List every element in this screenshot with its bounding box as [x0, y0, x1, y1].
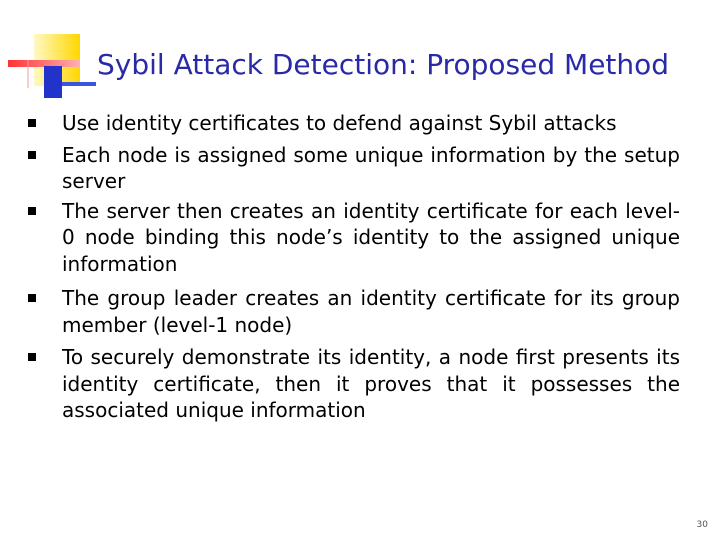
bullet-item	[28, 344, 680, 424]
bullet-text: The group leader creates an identity certificate for its group member (level-1 node)	[62, 286, 680, 337]
bullet-text: The server then creates an identity certificate for each level-0 node binding this node’s identity to the assigned unique information	[62, 198, 680, 276]
bullet-text: Each node is assigned some unique information by the setup server	[62, 142, 680, 193]
bullet-square-icon	[28, 119, 36, 127]
bullet-item	[28, 285, 680, 338]
bullet-square-icon	[28, 294, 36, 302]
bullet-square-icon	[28, 151, 36, 159]
slide-logo-graphic	[0, 30, 100, 100]
bullet-text: To securely demonstrate its identity, a node first presents its identity certificate, then it proves that it possesses the associated unique information	[62, 345, 680, 422]
page-number: 30	[696, 520, 708, 530]
bullet-square-icon	[28, 207, 36, 215]
bullet-item	[28, 110, 680, 137]
bullet-text: Use identity certificates to defend against Sybil attacks	[62, 111, 617, 135]
bullet-list	[28, 110, 680, 424]
bullet-square-icon	[28, 353, 36, 361]
slide-title: Sybil Attack Detection: Proposed Method	[97, 48, 670, 81]
bullet-item	[28, 142, 680, 195]
bullet-item	[28, 198, 680, 278]
